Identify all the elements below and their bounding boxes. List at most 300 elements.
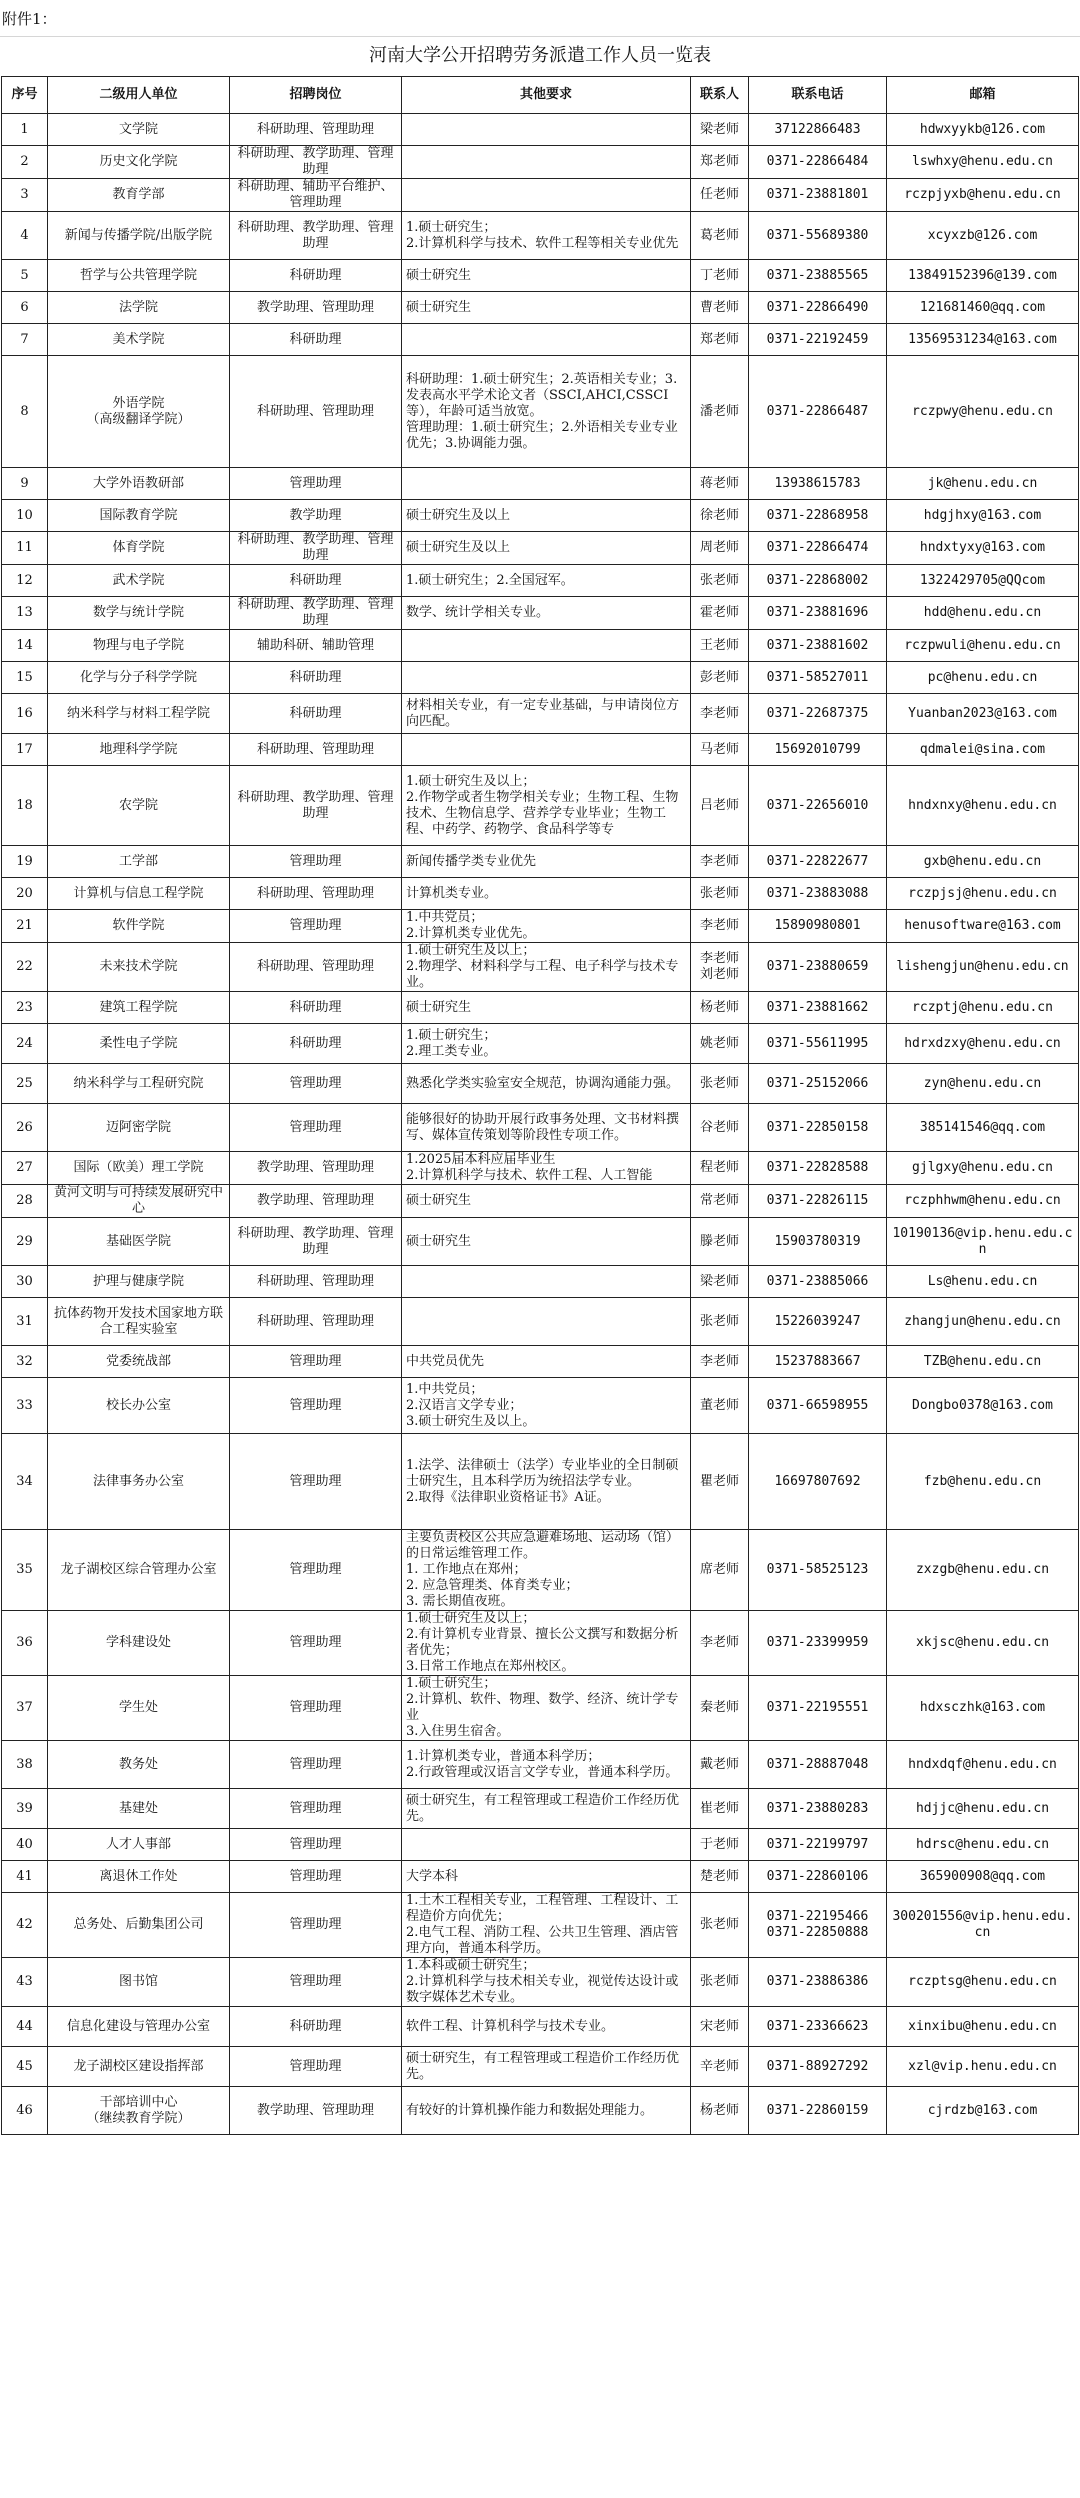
cell-email: hdrsc@henu.edu.cn: [887, 1829, 1079, 1861]
header-contact: 联系人: [691, 77, 749, 114]
cell-unit: 迈阿密学院: [48, 1104, 230, 1152]
cell-unit: 教育学部: [48, 179, 230, 212]
table-row: [2, 1958, 1079, 2007]
cell-phone: 0371-23881696: [749, 597, 887, 630]
cell-email: hdjjc@henu.edu.cn: [887, 1789, 1079, 1829]
cell-email: 385141546@qq.com: [887, 1104, 1079, 1152]
cell-no: 30: [2, 1266, 48, 1298]
cell-phone: 0371-22828588: [749, 1152, 887, 1185]
cell-unit: 化学与分子科学学院: [48, 662, 230, 694]
cell-phone: 15890980801: [749, 910, 887, 943]
cell-unit: 法律事务办公室: [48, 1434, 230, 1530]
cell-post: 教学助理、管理助理: [230, 1152, 402, 1185]
cell-post: 科研助理、管理助理: [230, 1266, 402, 1298]
cell-post: 科研助理: [230, 324, 402, 356]
cell-unit: 总务处、后勤集团公司: [48, 1893, 230, 1958]
cell-phone: 0371-58527011: [749, 662, 887, 694]
cell-contact: 王老师: [691, 630, 749, 662]
cell-email: pc@henu.edu.cn: [887, 662, 1079, 694]
table-row: [2, 630, 1079, 662]
cell-unit: 体育学院: [48, 532, 230, 565]
cell-post: 科研助理: [230, 260, 402, 292]
cell-phone: 16697807692: [749, 1434, 887, 1530]
cell-phone: 0371-23399959: [749, 1611, 887, 1676]
cell-email: 10190136@vip.henu.edu.cn: [887, 1218, 1079, 1266]
table-row: [2, 1676, 1079, 1741]
table-header-row: [2, 77, 1079, 114]
cell-requirements: 熟悉化学类实验室安全规范，协调沟通能力强。: [402, 1064, 691, 1104]
cell-no: 31: [2, 1298, 48, 1346]
cell-email: zyn@henu.edu.cn: [887, 1064, 1079, 1104]
cell-phone: 15903780319: [749, 1218, 887, 1266]
cell-unit: 黄河文明与可持续发展研究中心: [48, 1185, 230, 1218]
cell-phone: 0371-23366623: [749, 2007, 887, 2047]
cell-unit: 离退休工作处: [48, 1861, 230, 1893]
table-row: [2, 1346, 1079, 1378]
cell-no: 44: [2, 2007, 48, 2047]
cell-contact: 杨老师: [691, 2087, 749, 2135]
cell-contact: 崔老师: [691, 1789, 749, 1829]
table-row: [2, 878, 1079, 910]
cell-unit: 护理与健康学院: [48, 1266, 230, 1298]
cell-phone: 0371-55689380: [749, 212, 887, 260]
cell-phone: 0371-22866484: [749, 146, 887, 179]
cell-phone: 0371-25152066: [749, 1064, 887, 1104]
cell-post: 教学助理、管理助理: [230, 292, 402, 324]
table-row: [2, 694, 1079, 734]
cell-no: 10: [2, 500, 48, 532]
table-row: [2, 2087, 1079, 2135]
cell-phone: 0371-23883088: [749, 878, 887, 910]
cell-requirements: 数学、统计学相关专业。: [402, 597, 691, 630]
cell-email: cjrdzb@163.com: [887, 2087, 1079, 2135]
cell-phone: 0371-58525123: [749, 1530, 887, 1611]
cell-contact: 郑老师: [691, 324, 749, 356]
table-row: [2, 1861, 1079, 1893]
cell-no: 3: [2, 179, 48, 212]
cell-unit: 国际（欧美）理工学院: [48, 1152, 230, 1185]
cell-contact: 楚老师: [691, 1861, 749, 1893]
cell-contact: 李老师: [691, 1611, 749, 1676]
cell-requirements: [402, 146, 691, 179]
cell-requirements: 1.硕士研究生及以上； 2.有计算机专业背景、擅长公文撰写和数据分析者优先； 3.日常工作地点在郑州校区。: [402, 1611, 691, 1676]
table-row: [2, 1530, 1079, 1611]
cell-contact: 马老师: [691, 734, 749, 766]
cell-post: 管理助理: [230, 1346, 402, 1378]
cell-post: 管理助理: [230, 1676, 402, 1741]
cell-contact: 常老师: [691, 1185, 749, 1218]
cell-phone: 0371-22195466 0371-22850888: [749, 1893, 887, 1958]
cell-email: Dongbo0378@163.com: [887, 1378, 1079, 1434]
cell-requirements: 1.2025届本科应届毕业生 2.计算机科学与技术、软件工程、人工智能: [402, 1152, 691, 1185]
cell-unit: 软件学院: [48, 910, 230, 943]
cell-no: 18: [2, 766, 48, 846]
cell-post: 管理助理: [230, 1064, 402, 1104]
cell-email: zxzgb@henu.edu.cn: [887, 1530, 1079, 1611]
table-row: [2, 1829, 1079, 1861]
cell-requirements: 1.土木工程相关专业，工程管理、工程设计、工程造价方向优先； 2.电气工程、消防工程、公共卫生管理、酒店管理方向，普通本科学历。: [402, 1893, 691, 1958]
cell-requirements: 软件工程、计算机科学与技术专业。: [402, 2007, 691, 2047]
table-row: [2, 260, 1079, 292]
table-row: [2, 532, 1079, 565]
cell-email: lswhxy@henu.edu.cn: [887, 146, 1079, 179]
annex-label: 附件1：: [2, 10, 57, 28]
cell-phone: 15692010799: [749, 734, 887, 766]
cell-contact: 秦老师: [691, 1676, 749, 1741]
cell-email: 13849152396@139.com: [887, 260, 1079, 292]
cell-requirements: 有较好的计算机操作能力和数据处理能力。: [402, 2087, 691, 2135]
cell-contact: 李老师: [691, 694, 749, 734]
cell-unit: 哲学与公共管理学院: [48, 260, 230, 292]
cell-no: 37: [2, 1676, 48, 1741]
cell-requirements: [402, 734, 691, 766]
cell-email: fzb@henu.edu.cn: [887, 1434, 1079, 1530]
cell-email: xinxibu@henu.edu.cn: [887, 2007, 1079, 2047]
cell-contact: 于老师: [691, 1829, 749, 1861]
cell-post: 科研助理、管理助理: [230, 356, 402, 468]
cell-email: xcyxzb@126.com: [887, 212, 1079, 260]
cell-phone: 0371-23881602: [749, 630, 887, 662]
cell-phone: 15237883667: [749, 1346, 887, 1378]
cell-email: hdgjhxy@163.com: [887, 500, 1079, 532]
cell-contact: 董老师: [691, 1378, 749, 1434]
cell-unit: 党委统战部: [48, 1346, 230, 1378]
table-row: [2, 992, 1079, 1024]
recruitment-table: [1, 76, 1079, 2135]
cell-contact: 李老师: [691, 1346, 749, 1378]
cell-email: xzl@vip.henu.edu.cn: [887, 2047, 1079, 2087]
cell-unit: 柔性电子学院: [48, 1024, 230, 1064]
cell-phone: 15226039247: [749, 1298, 887, 1346]
cell-contact: 李老师: [691, 846, 749, 878]
cell-no: 16: [2, 694, 48, 734]
header-post: 招聘岗位: [230, 77, 402, 114]
table-row: [2, 943, 1079, 992]
table-row: [2, 500, 1079, 532]
cell-unit: 工学部: [48, 846, 230, 878]
cell-phone: 37122866483: [749, 114, 887, 146]
cell-post: 辅助科研、辅助管理: [230, 630, 402, 662]
cell-post: 管理助理: [230, 2047, 402, 2087]
cell-requirements: 1.硕士研究生及以上； 2.作物学或者生物学相关专业；生物工程、生物技术、生物信息学、营养学专业毕业；生物工程、中药学、药物学、食品科学等专: [402, 766, 691, 846]
cell-post: 管理助理: [230, 1958, 402, 2007]
table-row: [2, 146, 1079, 179]
table-row: [2, 2047, 1079, 2087]
cell-no: 36: [2, 1611, 48, 1676]
table-row: [2, 212, 1079, 260]
cell-contact: 滕老师: [691, 1218, 749, 1266]
table-row: [2, 1024, 1079, 1064]
cell-requirements: 1.法学、法律硕士（法学）专业毕业的全日制硕士研究生，且本科学历为统招法学专业。 2.取得《法律职业资格证书》A证。: [402, 1434, 691, 1530]
cell-unit: 学科建设处: [48, 1611, 230, 1676]
table-row: [2, 1266, 1079, 1298]
table-row: [2, 846, 1079, 878]
cell-requirements: [402, 630, 691, 662]
cell-phone: 0371-22199797: [749, 1829, 887, 1861]
cell-no: 43: [2, 1958, 48, 2007]
header-phone: 联系电话: [749, 77, 887, 114]
cell-post: 科研助理: [230, 1024, 402, 1064]
cell-unit: 干部培训中心 （继续教育学院）: [48, 2087, 230, 2135]
cell-contact: 张老师: [691, 1298, 749, 1346]
cell-post: 管理助理: [230, 1789, 402, 1829]
cell-unit: 抗体药物开发技术国家地方联合工程实验室: [48, 1298, 230, 1346]
cell-requirements: 1.本科或硕士研究生； 2.计算机科学与技术相关专业，视觉传达设计或数字媒体艺术专业。: [402, 1958, 691, 2007]
cell-unit: 纳米科学与工程研究院: [48, 1064, 230, 1104]
cell-requirements: 大学本科: [402, 1861, 691, 1893]
cell-phone: 0371-22868002: [749, 565, 887, 597]
table-row: [2, 1378, 1079, 1434]
cell-post: 管理助理: [230, 1829, 402, 1861]
cell-post: 科研助理、管理助理: [230, 1298, 402, 1346]
cell-requirements: 主要负责校区公共应急避难场地、运动场（馆）的日常运维管理工作。 1. 工作地点在郑州； 2. 应急管理类、体育类专业； 3. 需长期值夜班。: [402, 1530, 691, 1611]
cell-contact: 谷老师: [691, 1104, 749, 1152]
cell-post: 管理助理: [230, 1741, 402, 1789]
cell-unit: 龙子湖校区综合管理办公室: [48, 1530, 230, 1611]
cell-requirements: 中共党员优先: [402, 1346, 691, 1378]
cell-unit: 龙子湖校区建设指挥部: [48, 2047, 230, 2087]
cell-post: 管理助理: [230, 1530, 402, 1611]
cell-post: 科研助理、教学助理、管理助理: [230, 766, 402, 846]
table-row: [2, 324, 1079, 356]
cell-phone: 0371-22860159: [749, 2087, 887, 2135]
cell-contact: 曹老师: [691, 292, 749, 324]
cell-unit: 大学外语教研部: [48, 468, 230, 500]
cell-email: rczpwy@henu.edu.cn: [887, 356, 1079, 468]
cell-contact: 潘老师: [691, 356, 749, 468]
cell-email: TZB@henu.edu.cn: [887, 1346, 1079, 1378]
cell-requirements: 硕士研究生，有工程管理或工程造价工作经历优先。: [402, 2047, 691, 2087]
cell-phone: 0371-22826115: [749, 1185, 887, 1218]
cell-phone: 0371-22195551: [749, 1676, 887, 1741]
cell-no: 2: [2, 146, 48, 179]
cell-phone: 0371-23880659: [749, 943, 887, 992]
cell-email: qdmalei@sina.com: [887, 734, 1079, 766]
cell-no: 13: [2, 597, 48, 630]
cell-phone: 0371-22687375: [749, 694, 887, 734]
cell-post: 科研助理、教学助理、管理助理: [230, 1218, 402, 1266]
cell-no: 23: [2, 992, 48, 1024]
cell-requirements: 硕士研究生: [402, 1218, 691, 1266]
cell-no: 29: [2, 1218, 48, 1266]
cell-email: Yuanban2023@163.com: [887, 694, 1079, 734]
cell-contact: 李老师 刘老师: [691, 943, 749, 992]
cell-email: hdwxyykb@126.com: [887, 114, 1079, 146]
cell-contact: 张老师: [691, 565, 749, 597]
cell-unit: 法学院: [48, 292, 230, 324]
table-row: [2, 1741, 1079, 1789]
cell-requirements: [402, 1829, 691, 1861]
cell-post: 管理助理: [230, 1434, 402, 1530]
cell-requirements: 1.硕士研究生；2.全国冠军。: [402, 565, 691, 597]
cell-contact: 吕老师: [691, 766, 749, 846]
table-row: [2, 1104, 1079, 1152]
cell-contact: 徐老师: [691, 500, 749, 532]
cell-contact: 姚老师: [691, 1024, 749, 1064]
cell-email: henusoftware@163.com: [887, 910, 1079, 943]
cell-email: 300201556@vip.henu.edu.cn: [887, 1893, 1079, 1958]
cell-post: 科研助理、辅助平台维护、管理助理: [230, 179, 402, 212]
cell-requirements: [402, 179, 691, 212]
cell-no: 11: [2, 532, 48, 565]
cell-no: 35: [2, 1530, 48, 1611]
cell-contact: 张老师: [691, 1958, 749, 2007]
cell-unit: 建筑工程学院: [48, 992, 230, 1024]
cell-email: hndxtyxy@163.com: [887, 532, 1079, 565]
cell-post: 科研助理、教学助理、管理助理: [230, 532, 402, 565]
cell-unit: 农学院: [48, 766, 230, 846]
cell-post: 科研助理: [230, 694, 402, 734]
cell-contact: 彭老师: [691, 662, 749, 694]
cell-unit: 基建处: [48, 1789, 230, 1829]
cell-requirements: 1.硕士研究生及以上； 2.物理学、材料科学与工程、电子科学与技术专业。: [402, 943, 691, 992]
cell-email: rczpwuli@henu.edu.cn: [887, 630, 1079, 662]
table-row: [2, 2007, 1079, 2047]
cell-email: hdd@henu.edu.cn: [887, 597, 1079, 630]
table-row: [2, 597, 1079, 630]
cell-no: 42: [2, 1893, 48, 1958]
cell-no: 24: [2, 1024, 48, 1064]
table-row: [2, 565, 1079, 597]
cell-contact: 张老师: [691, 1893, 749, 1958]
cell-post: 管理助理: [230, 846, 402, 878]
cell-contact: 葛老师: [691, 212, 749, 260]
cell-post: 管理助理: [230, 1893, 402, 1958]
cell-no: 14: [2, 630, 48, 662]
cell-no: 34: [2, 1434, 48, 1530]
cell-phone: 0371-28887048: [749, 1741, 887, 1789]
table-row: [2, 1152, 1079, 1185]
annex-header: [0, 0, 1080, 37]
cell-email: jk@henu.edu.cn: [887, 468, 1079, 500]
cell-email: rczpjsj@henu.edu.cn: [887, 878, 1079, 910]
table-row: [2, 114, 1079, 146]
cell-requirements: 硕士研究生: [402, 260, 691, 292]
cell-unit: 基础医学院: [48, 1218, 230, 1266]
cell-phone: 0371-22868958: [749, 500, 887, 532]
cell-post: 教学助理、管理助理: [230, 1185, 402, 1218]
cell-email: Ls@henu.edu.cn: [887, 1266, 1079, 1298]
cell-unit: 历史文化学院: [48, 146, 230, 179]
cell-no: 19: [2, 846, 48, 878]
cell-email: rczptj@henu.edu.cn: [887, 992, 1079, 1024]
table-row: [2, 1298, 1079, 1346]
cell-requirements: 1.硕士研究生； 2.计算机、软件、物理、数学、经济、统计学专业 3.入住男生宿舍。: [402, 1676, 691, 1741]
cell-email: hdrxdzxy@henu.edu.cn: [887, 1024, 1079, 1064]
table-row: [2, 1434, 1079, 1530]
cell-no: 20: [2, 878, 48, 910]
cell-requirements: [402, 324, 691, 356]
cell-unit: 人才人事部: [48, 1829, 230, 1861]
table-row: [2, 1789, 1079, 1829]
cell-phone: 0371-23886386: [749, 1958, 887, 2007]
table-row: [2, 662, 1079, 694]
cell-email: 121681460@qq.com: [887, 292, 1079, 324]
cell-requirements: 硕士研究生: [402, 992, 691, 1024]
cell-email: xkjsc@henu.edu.cn: [887, 1611, 1079, 1676]
cell-no: 6: [2, 292, 48, 324]
cell-contact: 程老师: [691, 1152, 749, 1185]
cell-requirements: 1.中共党员； 2.汉语言文学专业； 3.硕士研究生及以上。: [402, 1378, 691, 1434]
cell-email: rczpjyxb@henu.edu.cn: [887, 179, 1079, 212]
cell-contact: 梁老师: [691, 114, 749, 146]
cell-unit: 外语学院 （高级翻译学院）: [48, 356, 230, 468]
cell-post: 科研助理: [230, 662, 402, 694]
cell-unit: 物理与电子学院: [48, 630, 230, 662]
cell-phone: 0371-22656010: [749, 766, 887, 846]
cell-no: 7: [2, 324, 48, 356]
cell-phone: 0371-23885066: [749, 1266, 887, 1298]
cell-contact: 周老师: [691, 532, 749, 565]
cell-requirements: [402, 662, 691, 694]
table-row: [2, 910, 1079, 943]
cell-requirements: [402, 1298, 691, 1346]
cell-unit: 未来技术学院: [48, 943, 230, 992]
table-row: [2, 734, 1079, 766]
cell-post: 管理助理: [230, 1104, 402, 1152]
cell-requirements: 1.中共党员； 2.计算机类专业优先。: [402, 910, 691, 943]
cell-requirements: [402, 468, 691, 500]
cell-no: 21: [2, 910, 48, 943]
cell-no: 17: [2, 734, 48, 766]
cell-post: 科研助理: [230, 565, 402, 597]
cell-unit: 地理科学学院: [48, 734, 230, 766]
cell-no: 15: [2, 662, 48, 694]
cell-contact: 杨老师: [691, 992, 749, 1024]
cell-unit: 武术学院: [48, 565, 230, 597]
cell-requirements: 硕士研究生: [402, 292, 691, 324]
cell-phone: 0371-23881662: [749, 992, 887, 1024]
cell-contact: 霍老师: [691, 597, 749, 630]
cell-contact: 李老师: [691, 910, 749, 943]
cell-post: 科研助理、教学助理、管理助理: [230, 212, 402, 260]
cell-unit: 信息化建设与管理办公室: [48, 2007, 230, 2047]
cell-contact: 蒋老师: [691, 468, 749, 500]
cell-post: 教学助理: [230, 500, 402, 532]
cell-no: 38: [2, 1741, 48, 1789]
table-row: [2, 292, 1079, 324]
cell-post: 科研助理: [230, 992, 402, 1024]
cell-requirements: 计算机类专业。: [402, 878, 691, 910]
cell-contact: 任老师: [691, 179, 749, 212]
cell-post: 教学助理、管理助理: [230, 2087, 402, 2135]
cell-no: 39: [2, 1789, 48, 1829]
cell-phone: 13938615783: [749, 468, 887, 500]
cell-post: 科研助理: [230, 2007, 402, 2047]
cell-requirements: 材料相关专业，有一定专业基础，与申请岗位方向匹配。: [402, 694, 691, 734]
cell-email: rczptsg@henu.edu.cn: [887, 1958, 1079, 2007]
cell-phone: 0371-88927292: [749, 2047, 887, 2087]
header-requirements: 其他要求: [402, 77, 691, 114]
cell-unit: 图书馆: [48, 1958, 230, 2007]
cell-requirements: 1.计算机类专业，普通本科学历； 2.行政管理或汉语言文学专业，普通本科学历。: [402, 1741, 691, 1789]
cell-requirements: 硕士研究生及以上: [402, 532, 691, 565]
cell-email: 365900908@qq.com: [887, 1861, 1079, 1893]
cell-phone: 0371-22850158: [749, 1104, 887, 1152]
cell-contact: 瞿老师: [691, 1434, 749, 1530]
cell-email: rczphhwm@henu.edu.cn: [887, 1185, 1079, 1218]
cell-phone: 0371-22866474: [749, 532, 887, 565]
cell-no: 1: [2, 114, 48, 146]
cell-phone: 0371-22192459: [749, 324, 887, 356]
cell-no: 46: [2, 2087, 48, 2135]
cell-no: 33: [2, 1378, 48, 1434]
cell-contact: 张老师: [691, 878, 749, 910]
cell-requirements: [402, 114, 691, 146]
cell-email: hndxnxy@henu.edu.cn: [887, 766, 1079, 846]
cell-no: 25: [2, 1064, 48, 1104]
cell-unit: 文学院: [48, 114, 230, 146]
